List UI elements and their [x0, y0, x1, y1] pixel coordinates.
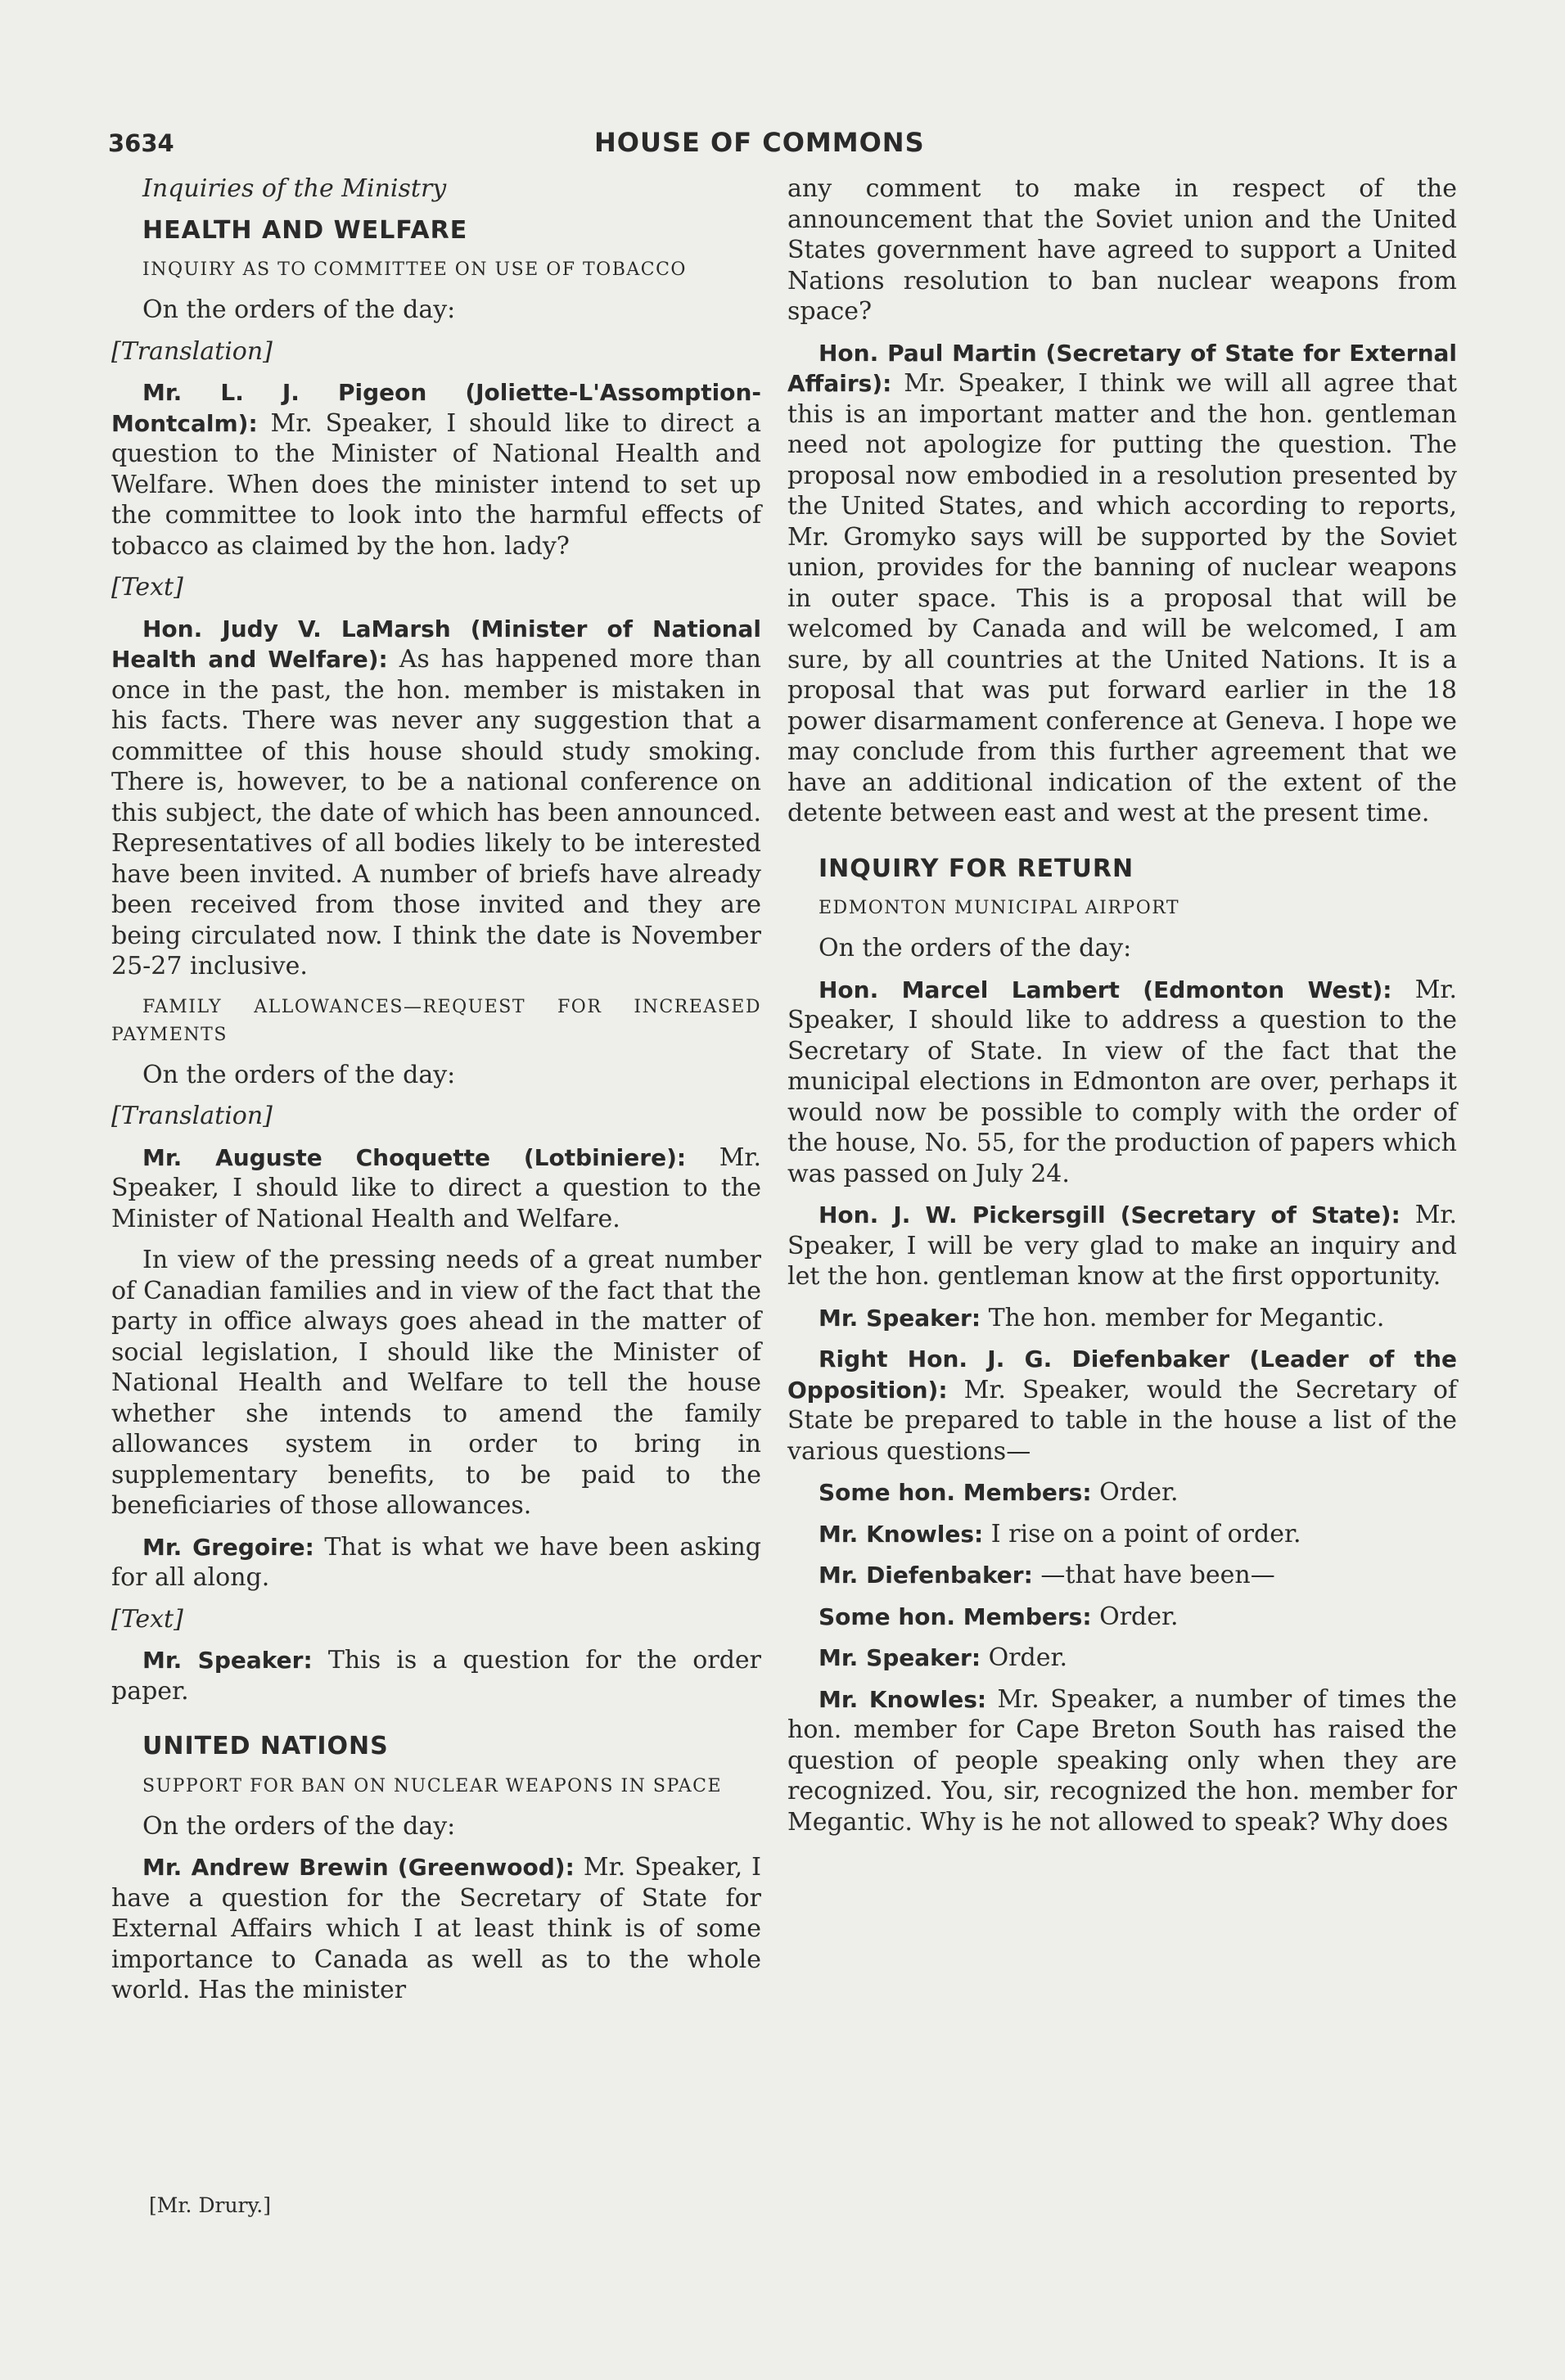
text-note: [Text]: [111, 1604, 183, 1634]
speech-text: Mr. Speaker, I should like to direct a question to the Minister of National Health and Welfare.: [111, 1143, 762, 1233]
paragraph-diefenbaker-2: [787, 1560, 1457, 1591]
speech-text: Mr. Speaker, I will be very glad to make an inquiry and let the hon. gentleman know at the first opportunity.: [787, 1201, 1457, 1291]
speaker-name: Mr. Speaker:: [819, 1644, 981, 1671]
heading-inquiry-for-return: INQUIRY FOR RETURN: [819, 854, 1134, 883]
paragraph-lamarsh: [111, 614, 761, 982]
translation-note: [Translation]: [111, 1102, 273, 1130]
speaker-name: Hon. J. W. Pickersgill (Secretary of State):: [819, 1201, 1400, 1228]
paragraph-martin: [787, 338, 1457, 829]
speech-text: I rise on a point of order.: [990, 1519, 1301, 1548]
speaker-name: Mr. Knowles:: [819, 1520, 984, 1548]
speaker-name: Mr. Gregoire:: [142, 1533, 314, 1561]
subheading-tobacco: INQUIRY AS TO COMMITTEE ON USE OF TOBACCO: [142, 259, 687, 280]
speech-text: As has happened more than once in the past, the hon. member is mistaken in his facts. There was never any suggestion that a committee of this house should study smoking. There is, however, to be a national conference on this subject, the date of which has been announced. Representatives of all bodies likely to be interested have been invited. A number of briefs have already been received from those invited and they are being circulated now. I think the date is November 25-27 inclusive.: [111, 645, 761, 980]
speech-text: —that have been—: [1040, 1561, 1275, 1589]
orders-of-day: On the orders of the day:: [142, 1060, 456, 1089]
paragraph-speaker-3: [787, 1643, 1457, 1674]
subheading-edmonton-airport: EDMONTON MUNICIPAL AIRPORT: [819, 898, 1180, 918]
paragraph-choquette: [111, 1143, 761, 1235]
speaker-name: Hon. Marcel Lambert (Edmonton West):: [819, 976, 1392, 1003]
paragraph-choquette-cont: In view of the pressing needs of a great number of Canadian families and in view of the fact that the party in office always goes ahead in the matter of social legislation, I should like the Minister of National Health and Welfare to tell the house whether she intends to amend the family allowances system in order to bring in supplementary benefits, to be paid to the beneficiaries of those allowances.: [111, 1246, 761, 1520]
footer-note: [Mr. Drury.]: [149, 2193, 271, 2217]
paragraph-lambert: [787, 975, 1457, 1190]
text-note: [Text]: [111, 573, 183, 602]
speaker-name: Mr. Speaker:: [819, 1304, 981, 1332]
speech-text: Mr. Speaker, I think we will all agree that this is an important matter and the hon. gentleman need not apologize for putting the question. The proposal now embodied in a resolution presented by the United States, and which according to reports, Mr. Gromyko says will be supported by the Soviet union, provides for the banning of nuclear weapons in outer space. This is a proposal that will be welcomed by Canada and will be welcomed, I am sure, by all countries at the United Nations. It is a proposal that was put forward earlier in the 18 power disarmament conference at Geneva. I hope we may conclude from this further agreement that we have an additional indication of the extent of the detente between east and west at the present time.: [787, 369, 1457, 827]
speaker-name: Hon. Paul Martin (Secretary of State for External Affairs):: [787, 339, 1457, 397]
paragraph-members-2: [787, 1602, 1457, 1633]
speech-text: Mr. Speaker, a number of times the hon. member for Cape Breton South has raised the question of people speaking only when they are recognized. You, sir, recognized the hon. member for Megantic. Why is he not allowed to speak? Why does: [787, 1684, 1457, 1837]
heading-united-nations: UNITED NATIONS: [142, 1732, 389, 1760]
page-number: 3634: [108, 129, 174, 157]
paragraph-speaker: [111, 1645, 761, 1706]
speaker-name: Mr. Knowles:: [819, 1685, 987, 1713]
speech-text: The hon. member for Megantic.: [988, 1303, 1385, 1332]
orders-of-day: On the orders of the day:: [142, 1811, 456, 1841]
speaker-name: Some hon. Members:: [819, 1479, 1092, 1506]
speaker-name: Mr. Andrew Brewin (Greenwood):: [142, 1854, 575, 1881]
paragraph-diefenbaker: [787, 1344, 1457, 1467]
speaker-name: Mr. Diefenbaker:: [819, 1562, 1033, 1589]
paragraph-members: [787, 1477, 1457, 1508]
speech-text: Mr. Speaker, I have a question for the Secretary of State for External Affairs which I at least think is of some importance to Canada as well as to the whole world. Has the minister: [111, 1853, 761, 2004]
orders-of-day: On the orders of the day:: [142, 295, 456, 324]
speaker-name: Right Hon. J. G. Diefenbaker (Leader of the Opposition):: [787, 1346, 1457, 1404]
left-column: [111, 174, 761, 2017]
paragraph-brewin-cont: any comment to make in respect of the announcement that the Soviet union and the United States government have agreed to support a United Nations resolution to ban nuclear weapons from space?: [787, 174, 1457, 326]
speech-text: Order.: [1099, 1602, 1179, 1631]
speech-text: Order.: [1099, 1478, 1179, 1507]
paragraph-knowles: [787, 1519, 1457, 1550]
section-label: Inquiries of the Ministry: [142, 174, 447, 203]
running-head: HOUSE OF COMMONS: [594, 127, 925, 158]
translation-note: [Translation]: [111, 336, 273, 366]
speaker-name: Mr. Speaker:: [142, 1647, 313, 1674]
paragraph-gregoire: [111, 1532, 761, 1593]
right-column: [787, 174, 1457, 1848]
orders-of-day: On the orders of the day:: [819, 934, 1132, 962]
paragraph-brewin: [111, 1852, 761, 2006]
speech-text: Order.: [988, 1643, 1068, 1672]
speech-text: This is a question for the order paper.: [111, 1646, 761, 1706]
heading-health-welfare: HEALTH AND WELFARE: [142, 215, 468, 245]
speech-text: Mr. Speaker, I should like to direct a question to the Minister of National Health and Welfare. When does the minister intend to set up the committee to look into the harmful effects of tobacco as claimed by the hon. lady?: [111, 408, 761, 561]
paragraph-knowles-2: [787, 1684, 1457, 1838]
subheading-nuclear-ban: SUPPORT FOR BAN ON NUCLEAR WEAPONS IN SPACE: [142, 1775, 723, 1796]
speaker-name: Mr. Auguste Choquette (Lotbiniere):: [142, 1143, 687, 1171]
paragraph-speaker: [787, 1303, 1457, 1334]
speech-text: Mr. Speaker, I should like to address a question to the Secretary of State. In view of the fact that the municipal elections in Edmonton are over, perhaps it would now be possible to comply with the order of the house, No. 55, for the production of papers which was passed on July 24.: [787, 975, 1457, 1188]
paragraph-pigeon: [111, 377, 761, 561]
speech-text: Mr. Speaker, would the Secretary of State be prepared to table in the house a list of the various questions—: [787, 1375, 1457, 1466]
speaker-name: Hon. Judy V. LaMarsh (Minister of National Health and Welfare):: [111, 615, 761, 673]
speech-text: That is what we have been asking for all along.: [111, 1532, 761, 1592]
speaker-name: Mr. L. J. Pigeon (Joliette-L'Assomption-Montcalm):: [111, 379, 761, 437]
speaker-name: Some hon. Members:: [819, 1602, 1092, 1630]
subheading-family-allowances: FAMILY ALLOWANCES—REQUEST FOR INCREASED PAYMENTS: [111, 996, 761, 1045]
paragraph-pickersgill: [787, 1200, 1457, 1292]
